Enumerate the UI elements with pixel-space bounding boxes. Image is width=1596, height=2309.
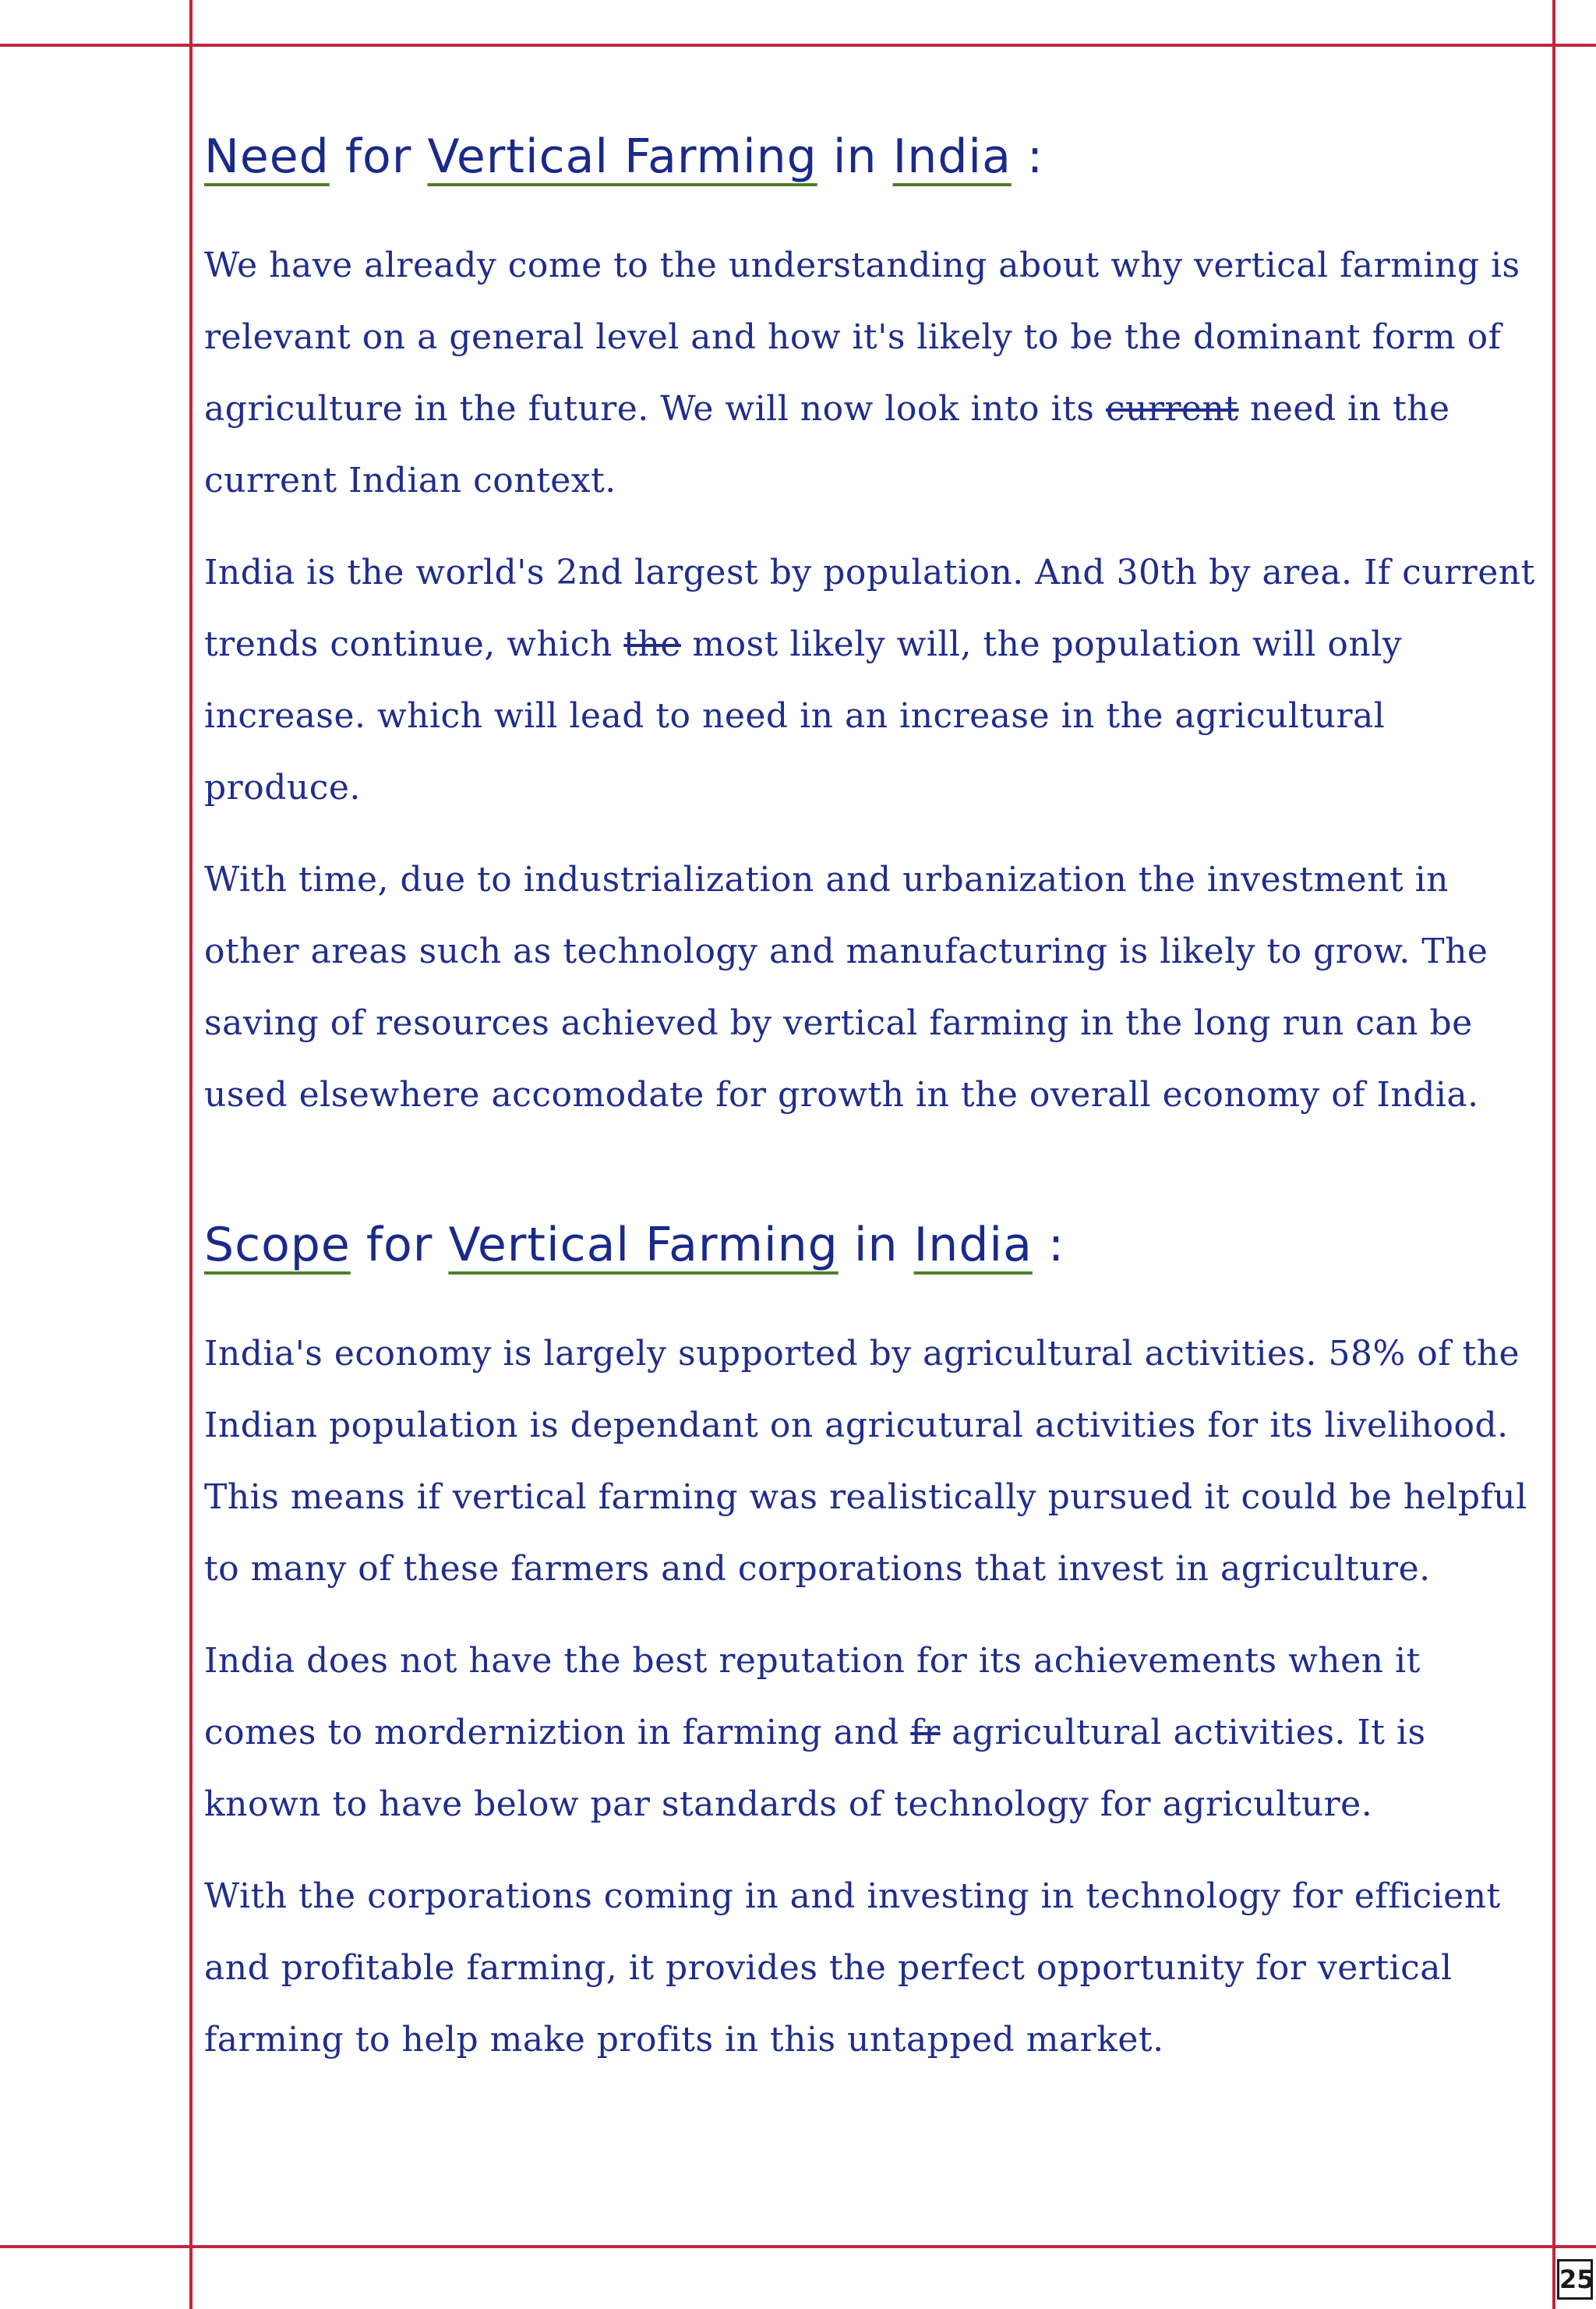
paragraph xyxy=(204,537,1541,824)
heading-colon: : xyxy=(1026,129,1044,184)
heading-word: India xyxy=(913,1218,1033,1272)
struck-word: fr xyxy=(910,1713,941,1752)
struck-word: current xyxy=(1105,389,1239,429)
paragraph-text: India does not have the best reputation for its achievements when it comes to morderniztion in farming and xyxy=(204,1641,1421,1752)
right-margin-line xyxy=(1552,0,1555,2309)
section-heading-need xyxy=(204,129,1541,185)
heading-word: Vertical Farming xyxy=(448,1218,839,1272)
left-margin-line xyxy=(189,0,192,2309)
paragraph-text: need in the current Indian context. xyxy=(204,389,1450,500)
paragraph xyxy=(204,1625,1541,1840)
section-scope xyxy=(204,1217,1541,2076)
heading-colon: : xyxy=(1047,1218,1065,1272)
section-heading-scope xyxy=(204,1217,1541,1273)
top-margin-line xyxy=(0,44,1596,47)
heading-word: for xyxy=(344,129,412,184)
heading-word: in xyxy=(853,1218,899,1272)
page-number: 25 xyxy=(1557,2259,1593,2300)
paragraph: With time, due to industrialization and urbanization the investment in other areas such as technology and manufacturing is likely to grow. The saving of resources achieved by vertical farming in the long run can be used elsewhere accomodate for growth in the overall economy of India. xyxy=(204,860,1488,1115)
paragraph-text: We have already come to the understanding about why vertical farming is relevant on a general level and how it's likely to be the dominant form of agriculture in the future. We will now look into its xyxy=(204,246,1520,429)
heading-word: Scope xyxy=(204,1218,351,1272)
heading-word: Need xyxy=(204,129,330,184)
paragraph: With the corporations coming in and investing in technology for efficient and profitable farming, it provides the perfect opportunity for vertical farming to help make profits in this untapped market. xyxy=(204,1876,1501,2060)
heading-word: Vertical Farming xyxy=(427,129,817,184)
paragraph-text: India is the world's 2nd largest by population. And 30th by area. If current trends continue, which xyxy=(204,553,1535,664)
paragraph-text: most likely will, the population will only increase. which will lead to need in an increase in the agricultural produce. xyxy=(204,624,1403,808)
heading-word: India xyxy=(892,129,1012,184)
paragraph-text: agricultural activities. It is known to have below par standards of technology for agriculture. xyxy=(204,1713,1426,1824)
notebook-page-content xyxy=(204,129,1541,2096)
section-need xyxy=(204,129,1541,1131)
struck-word: the xyxy=(623,624,681,664)
paragraph: India's economy is largely supported by agricultural activities. 58% of the Indian population is dependant on agricutural activities for its livelihood. This means if vertical farming was realistically pursued it could be helpful to many of these farmers and corporations that invest in agriculture. xyxy=(204,1334,1527,1589)
heading-word: in xyxy=(832,129,877,184)
paragraph xyxy=(204,230,1541,517)
heading-word: for xyxy=(365,1218,433,1272)
bottom-margin-line xyxy=(0,2245,1596,2248)
